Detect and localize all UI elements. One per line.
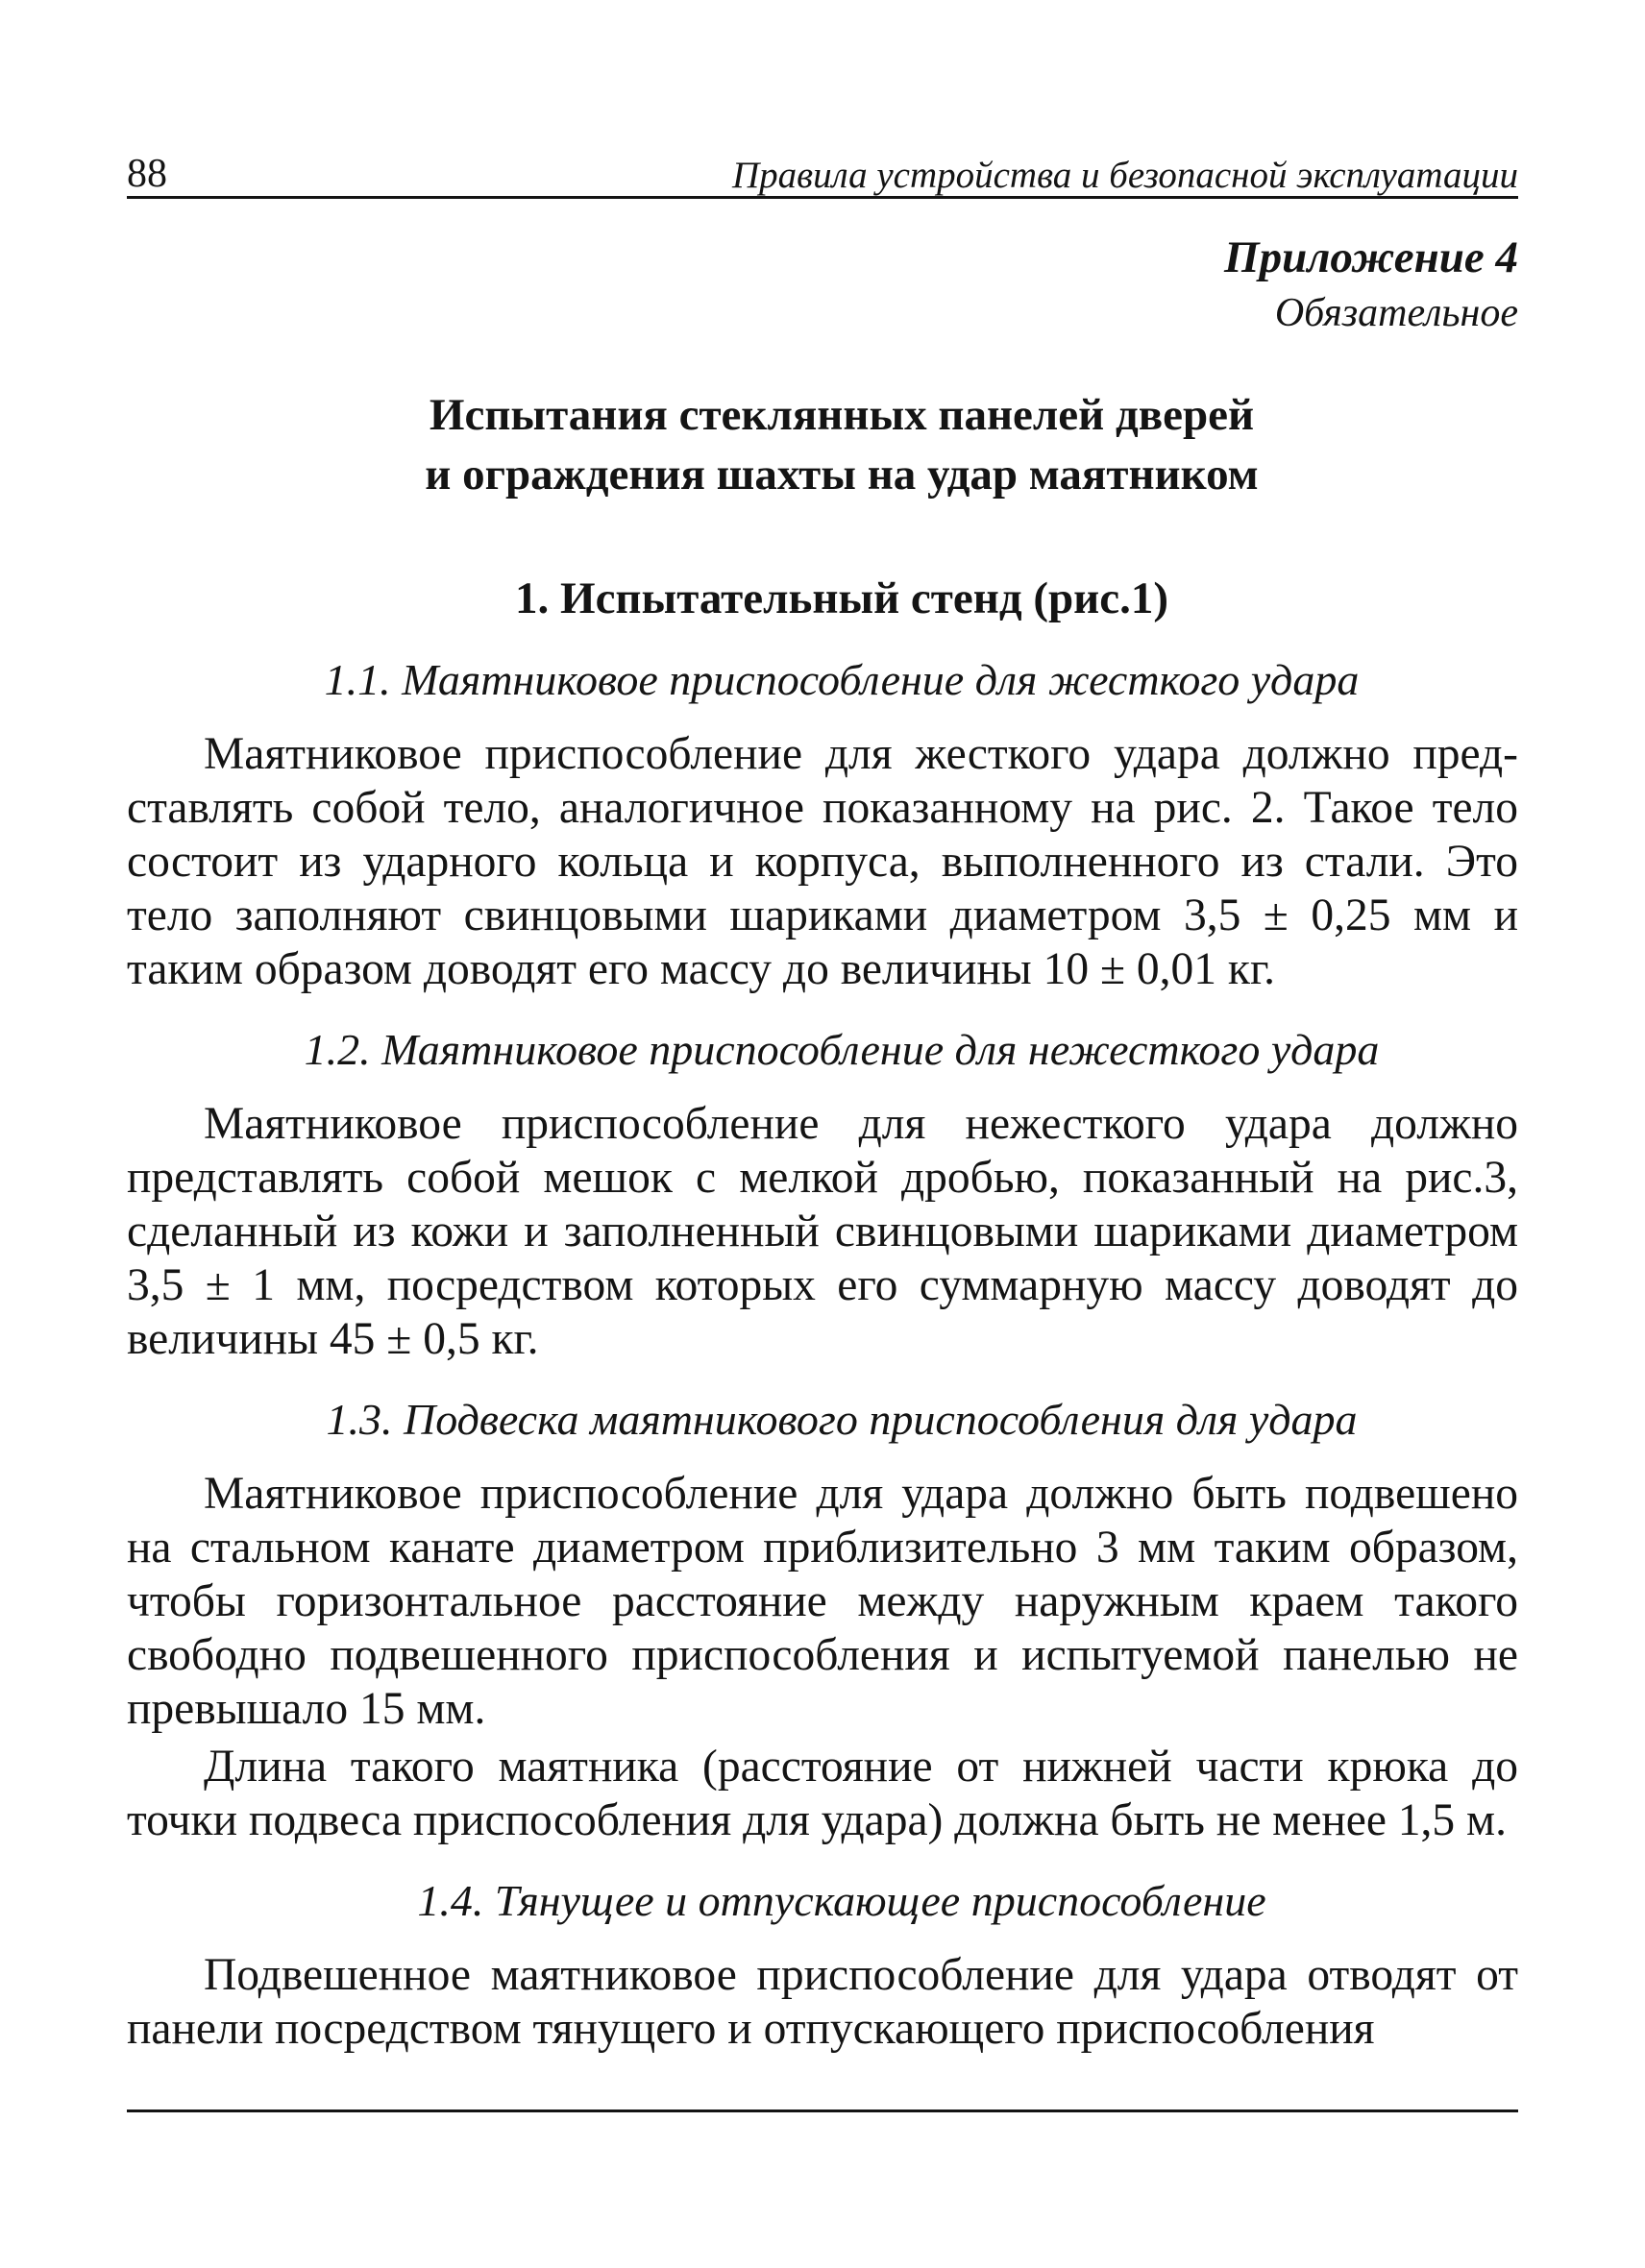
document-title: [127, 385, 1518, 504]
appendix-label: Приложение 4: [1224, 232, 1518, 282]
paragraph-1-4: Подвешенное маятниковое приспособление для удара отводят от панели посредством тянущего и отпускающего приспособления: [127, 1950, 1518, 2055]
subsection-heading-1-4: 1.4. Тянущее и отпускающее приспособление: [417, 1876, 1266, 1926]
subsection-heading-1-2: 1.2. Маятниковое приспособление для нежесткого удара: [304, 1024, 1380, 1074]
document-title-line-1: Испытания стеклянных панелей дверей: [429, 390, 1255, 441]
subsection-heading-1-3: 1.3. Подвеска маятникового приспособления для удара: [326, 1395, 1358, 1445]
page-number: 88: [127, 152, 167, 196]
document-page: [127, 144, 1518, 2056]
running-header: [127, 144, 1518, 199]
paragraph-1-3-a: Маятниковое приспособление для удара должно быть подвешено на стальном канате диаметром приблизительно 3 мм таким образом, чтобы горизонтальное расстояние между наружным краем такого свободно подвешенного приспособления и испытуемой панелью не превышало 15 мм.: [127, 1469, 1518, 1735]
paragraph-1-3-b: Длина такого маятника (расстояние от нижней части крюка до точки подвеса приспособления для удара) должна быть не менее 1,5 м.: [127, 1742, 1518, 1846]
subsection-heading-1-1: 1.1. Маятниковое приспособление для жесткого удара: [324, 654, 1360, 704]
section-heading: 1. Испытательный стенд (рис.1): [515, 573, 1168, 624]
footer-rule: [127, 2109, 1518, 2112]
paragraph-1-2: Маятниковое приспособление для нежесткого удара должно представлять собой мешок с мелкой дробью, показанный на рис.3, сделанный из кожи и заполненный свинцовыми шариками диаметром 3,5 ± 1 мм, посредством которых его суммарную массу доводят до величины 45 ± 0,5 кг.: [127, 1099, 1518, 1365]
running-title: Правила устройства и безопасной эксплуатации: [732, 155, 1518, 196]
paragraph-1-1: Маятниковое приспособление для жесткого удара должно представлять собой тело, аналогичное показанному на рис. 2. Такое тело состоит из ударного кольца и корпуса, выполненного из стали. Это тело заполняют свинцовыми шариками диаметром 3,5 ± 0,25 мм и таким образом доводят его массу до величины 10 ± 0,01 кг.: [127, 728, 1518, 994]
document-title-line-2: и ограждения шахты на удар маятником: [425, 450, 1259, 500]
appendix-status: Обязательное: [1274, 290, 1518, 335]
